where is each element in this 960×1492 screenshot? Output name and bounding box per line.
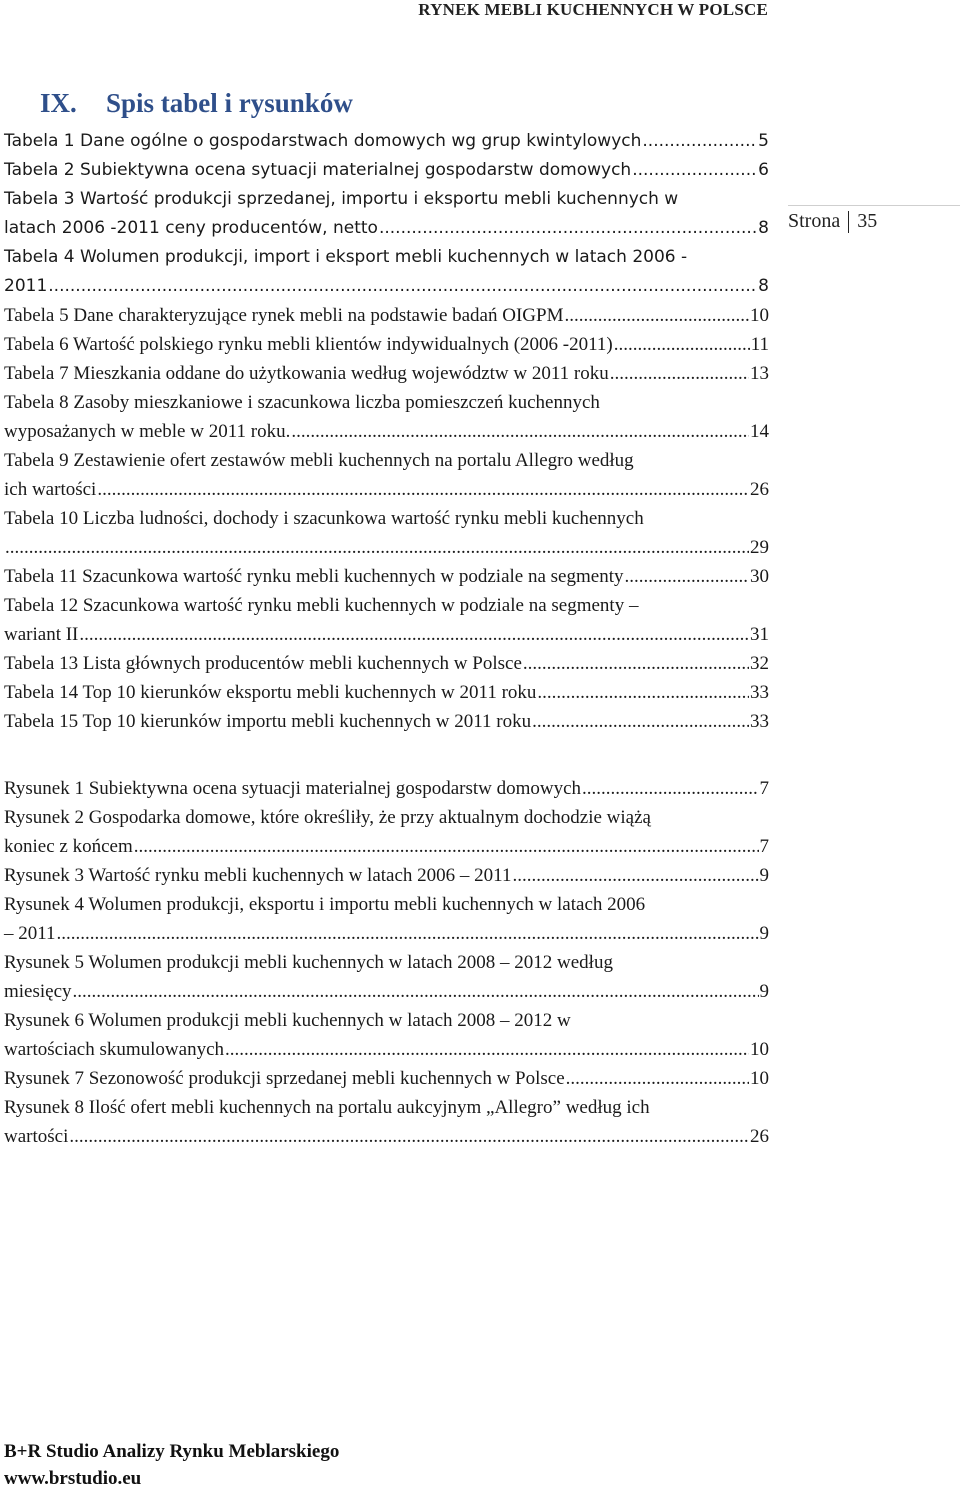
section-title: Spis tabel i rysunków [106,88,353,118]
list-of-tables [4,127,769,736]
entry-text: 2011 [4,276,48,296]
entry-line [4,243,769,272]
dot-leader [523,649,749,678]
dot-leader [610,359,749,388]
dot-leader [582,774,758,803]
entry-text: – 2011 [4,923,56,944]
entry-text: koniec z końcem [4,836,133,857]
entry-line [4,504,769,533]
dot-leader [537,678,749,707]
page-ref: 30 [750,566,769,587]
table-entry[interactable] [4,388,769,446]
entry-line [4,156,769,185]
entry-line [4,446,769,475]
dot-leader [532,707,749,736]
entry-text: Rysunek 3 Wartość rynku mebli kuchennych w latach 2006 – 2011 [4,865,512,886]
section-number: IX. [40,88,77,118]
entry-line [4,591,769,620]
entry-text: Tabela 6 Wartość polskiego rynku mebli klientów indywidualnych (2006 -2011) [4,334,613,355]
table-entry[interactable] [4,562,769,591]
dot-leader [614,330,750,359]
entry-text: Rysunek 5 Wolumen produkcji mebli kuchennych w latach 2008 – 2012 według [4,952,613,973]
page-ref: 7 [759,836,769,857]
entry-text: Tabela 5 Dane charakteryzujące rynek mebli na podstawie badań OIGPM [4,305,564,326]
table-entry[interactable] [4,649,769,678]
entry-line [4,832,769,861]
dot-leader [512,861,758,890]
section-heading [40,88,353,119]
entry-line [4,890,769,919]
entry-text: Tabela 2 Subiektywna ocena sytuacji materialnej gospodarstw domowych [4,160,632,180]
page-number: 35 [857,210,878,232]
entry-line [4,1093,769,1122]
footer-company: B+R Studio Analizy Rynku Meblarskiego [4,1441,340,1462]
entry-line [4,861,769,890]
entry-text: Tabela 8 Zasoby mieszkaniowe i szacunkowa liczba pomieszczeń kuchennych [4,392,600,413]
table-entry[interactable] [4,156,769,185]
entry-text: Tabela 14 Top 10 kierunków eksportu mebli kuchennych w 2011 roku [4,682,537,703]
page-ref: 9 [759,981,769,1002]
dot-leader [97,475,749,504]
table-entry[interactable] [4,678,769,707]
dot-leader [379,214,757,243]
entry-text: Rysunek 6 Wolumen produkcji mebli kuchennych w latach 2008 – 2012 w [4,1010,571,1031]
separator-bar [848,211,849,233]
table-entry[interactable] [4,591,769,649]
figure-entry[interactable] [4,948,769,1006]
entry-line [4,562,769,591]
entry-text: Rysunek 2 Gospodarka domowe, które określiły, że przy aktualnym dochodzie wiążą [4,807,651,828]
dot-leader [73,977,759,1006]
page-ref: 13 [750,363,769,384]
table-entry[interactable] [4,127,769,156]
dot-leader [625,562,750,591]
dot-leader [642,127,757,156]
page-ref: 29 [750,537,769,558]
entry-text: wartości [4,1126,69,1147]
page-ref: 8 [758,218,769,238]
page-ref: 32 [750,653,769,674]
dot-leader [5,533,749,562]
page-ref: 5 [758,131,769,151]
table-entry[interactable] [4,243,769,301]
entry-text: Tabela 4 Wolumen produkcji, import i eksport mebli kuchennych w latach 2006 - [4,247,688,267]
entry-line [4,359,769,388]
side-rule [788,205,960,206]
entry-line [4,707,769,736]
dot-leader [79,620,749,649]
page-ref: 8 [758,276,769,296]
entry-text: wyposażanych w meble w 2011 roku. [4,421,291,442]
table-entry[interactable] [4,301,769,330]
dot-leader [69,1122,749,1151]
figure-entry[interactable] [4,890,769,948]
figure-entry[interactable] [4,803,769,861]
entry-line [4,649,769,678]
entry-text: Rysunek 7 Sezonowość produkcji sprzedanej mebli kuchennych w Polsce [4,1068,565,1089]
entry-line [4,185,769,214]
entry-text: wartościach skumulowanych [4,1039,225,1060]
dot-leader [225,1035,749,1064]
entry-line [4,919,769,948]
entry-line [4,127,769,156]
entry-text: wariant II [4,624,79,645]
entry-line [4,620,769,649]
dot-leader [134,832,759,861]
entry-text: Tabela 12 Szacunkowa wartość rynku mebli kuchennych w podziale na segmenty – [4,595,639,616]
dot-leader [632,156,757,185]
page-ref: 10 [750,1068,769,1089]
dot-leader [291,417,749,446]
page-ref: 10 [750,305,769,326]
entry-text: Rysunek 4 Wolumen produkcji, eksportu i importu mebli kuchennych w latach 2006 [4,894,646,915]
table-entry[interactable] [4,185,769,243]
list-of-figures [4,774,769,1151]
table-entry[interactable] [4,504,769,562]
page-number-label [788,210,877,233]
footer [4,1438,339,1492]
entry-line [4,1006,769,1035]
page-ref: 26 [750,1126,769,1147]
entry-line [4,774,769,803]
entry-text: Tabela 9 Zestawienie ofert zestawów mebli kuchennych na portalu Allegro według [4,450,634,471]
entry-line [4,1035,769,1064]
figure-entry[interactable] [4,1093,769,1151]
table-entry[interactable] [4,359,769,388]
dot-leader [48,272,757,301]
table-entry[interactable] [4,446,769,504]
page-ref: 14 [750,421,769,442]
figure-entry[interactable] [4,1064,769,1093]
entry-line [4,475,769,504]
figure-entry[interactable] [4,861,769,890]
running-header: RYNEK MEBLI KUCHENNYCH W POLSCE [418,0,768,19]
figure-entry[interactable] [4,1006,769,1064]
entry-text: Rysunek 8 Ilość ofert mebli kuchennych na portalu aukcyjnym „Allegro” według ich [4,1097,650,1118]
entry-text: Rysunek 1 Subiektywna ocena sytuacji materialnej gospodarstw domowych [4,778,582,799]
entry-line [4,388,769,417]
page-ref: 9 [759,923,769,944]
entry-text: Tabela 10 Liczba ludności, dochody i szacunkowa wartość rynku mebli kuchennych [4,508,644,529]
entry-text: Tabela 15 Top 10 kierunków importu mebli kuchennych w 2011 roku [4,711,532,732]
figure-entry[interactable] [4,774,769,803]
entry-text: ich wartości [4,479,97,500]
footer-url: www.brstudio.eu [4,1468,142,1489]
entry-line [4,272,769,301]
entry-line [4,803,769,832]
entry-text: Tabela 7 Mieszkania oddane do użytkowania według województw w 2011 roku [4,363,609,384]
dot-leader [566,1064,749,1093]
entry-line [4,977,769,1006]
entry-line [4,301,769,330]
page-ref: 7 [759,778,769,799]
entry-text: Tabela 3 Wartość produkcji sprzedanej, importu i eksportu mebli kuchennych w [4,189,679,209]
dot-leader [564,301,749,330]
page-ref: 11 [750,334,769,355]
dot-leader [57,919,759,948]
entry-text: miesięcy [4,981,72,1002]
entry-line [4,948,769,977]
page-ref: 10 [750,1039,769,1060]
entry-text: Tabela 1 Dane ogólne o gospodarstwach domowych wg grup kwintylowych [4,131,642,151]
page-ref: 6 [758,160,769,180]
entry-text: latach 2006 -2011 ceny producentów, netto [4,218,378,238]
entry-line [4,214,769,243]
entry-line [4,1064,769,1093]
page-ref: 26 [750,479,769,500]
entry-line [4,330,769,359]
page-ref: 9 [759,865,769,886]
entry-line [4,417,769,446]
table-entry[interactable] [4,707,769,736]
page-word: Strona [788,210,841,232]
entry-line [4,533,769,562]
page-ref: 33 [750,711,769,732]
entry-line [4,678,769,707]
entry-text: Tabela 11 Szacunkowa wartość rynku mebli kuchennych w podziale na segmenty [4,566,624,587]
table-entry[interactable] [4,330,769,359]
entry-line [4,1122,769,1151]
page-ref: 31 [750,624,769,645]
entry-text: Tabela 13 Lista głównych producentów mebli kuchennych w Polsce [4,653,522,674]
page-ref: 33 [750,682,769,703]
